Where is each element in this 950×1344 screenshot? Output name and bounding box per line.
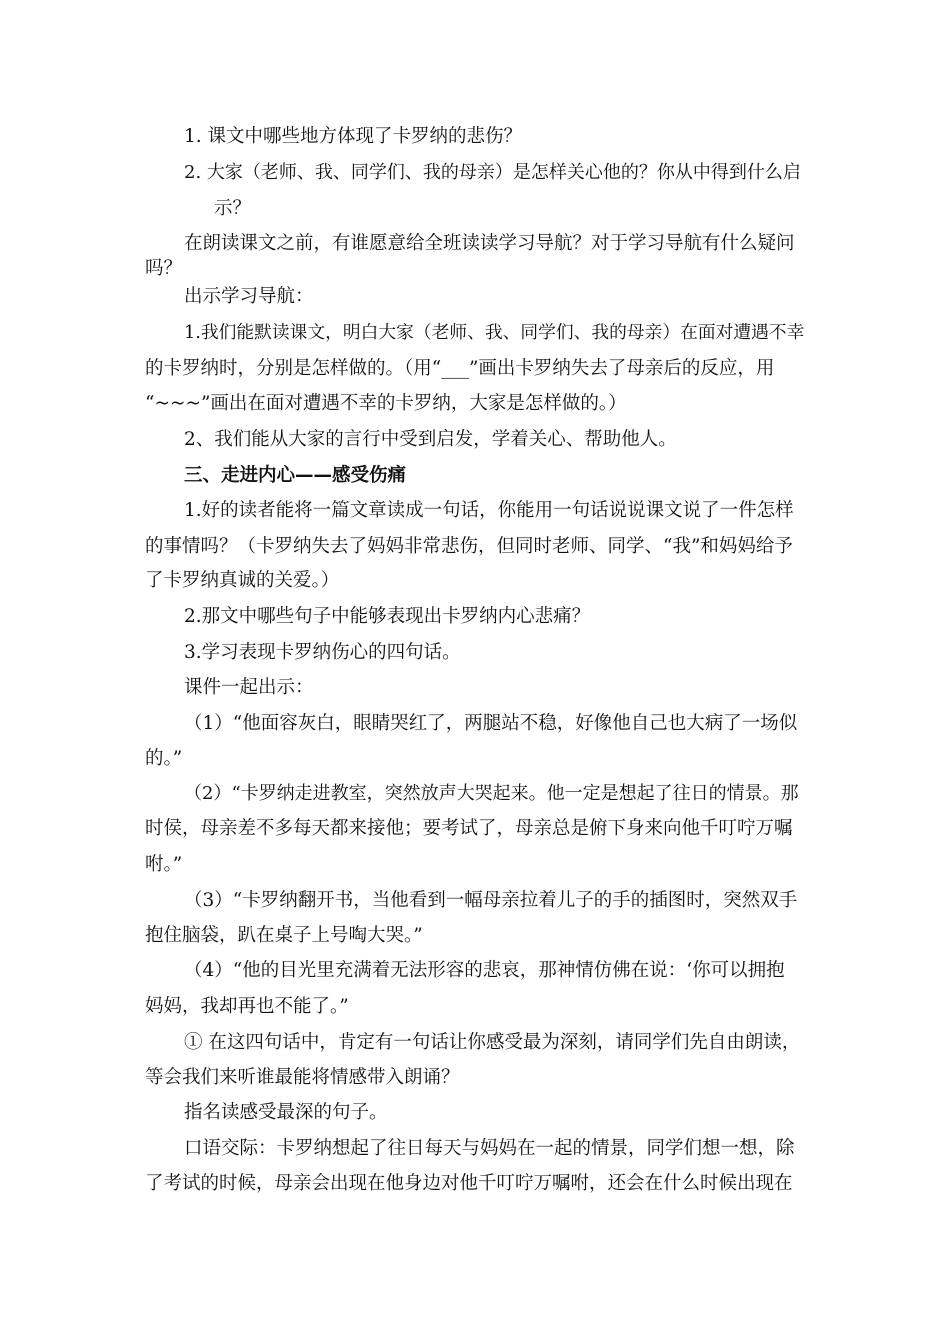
- quote-4: （4）“他的目光里充满着无法形容的悲哀，那神情仿佛在说：‘你可以拥抱: [184, 960, 785, 981]
- courseware-label: 课件一起出示：: [184, 677, 314, 698]
- question-2: 2. 大家（老师、我、同学们、我的母亲）是怎样关心他的？你从中得到什么启: [184, 162, 801, 183]
- question-2-continued: 示？: [214, 198, 252, 219]
- guide-item-1-line-2: 的卡罗纳时，分别是怎样做的。（用“___”画出卡罗纳失去了母亲后的反应，用: [145, 358, 775, 379]
- quote-2-line-2: 时侯，母亲差不多每天都来接他；要考试了，母亲总是俯下身来向他千叮咛万嘱: [145, 818, 793, 839]
- question-1: 1. 课文中哪些地方体现了卡罗纳的悲伤？: [184, 126, 523, 147]
- paragraph-intro-continued: 吗？: [145, 258, 183, 279]
- quote-3-line-2: 抱住脑袋，趴在桌子上号啕大哭。”: [145, 925, 423, 946]
- step-1-line-2: 的事情吗？（卡罗纳失去了妈妈非常悲伤，但同时老师、同学、“我”和妈妈给予: [145, 536, 793, 557]
- quote-4-line-2: 妈妈，我却再也不能了。”: [145, 996, 349, 1017]
- oral-communication: 口语交际：卡罗纳想起了往日每天与妈妈在一起的情景，同学们想一想，除: [184, 1138, 795, 1159]
- oral-communication-line-2: 了考试的时候，母亲会出现在他身边对他千叮咛万嘱咐，还会在什么时候出现在: [145, 1173, 793, 1194]
- quote-1: （1）“他面容灰白，眼睛哭红了，两腿站不稳，好像他自己也大病了一场似: [184, 713, 798, 734]
- quote-1-line-2: 的。”: [145, 748, 183, 769]
- guide-item-1-line-3: “~~~”画出在面对遭遇不幸的卡罗纳，大家是怎样做的。）: [145, 393, 627, 414]
- task-1: ① 在这四句话中，肯定有一句话让你感受最为深刻，请同学们先自由朗读，: [184, 1032, 801, 1053]
- step-1: 1.好的读者能将一篇文章读成一句话，你能用一句话说说课文说了一件怎样: [184, 500, 794, 521]
- step-3: 3.学习表现卡罗纳伤心的四句话。: [184, 642, 461, 663]
- quote-2-line-3: 咐。”: [145, 854, 183, 875]
- step-1-line-3: 了卡罗纳真诚的关爱。）: [145, 570, 340, 591]
- read-aloud-instruction: 指名读感受最深的句子。: [184, 1102, 388, 1123]
- quote-3: （3）“卡罗纳翻开书，当他看到一幅母亲拉着儿子的手的插图时，突然双手: [184, 890, 798, 911]
- quote-2: （2）“卡罗纳走进教室，突然放声大哭起来。他一定是想起了往日的情景。那: [184, 783, 799, 804]
- guide-heading: 出示学习导航：: [184, 286, 314, 307]
- paragraph-intro: 在朗读课文之前，有谁愿意给全班读读学习导航？对于学习导航有什么疑问: [184, 233, 795, 254]
- step-2: 2.那文中哪些句子中能够表现出卡罗纳内心悲痛？: [184, 606, 591, 627]
- guide-item-1: 1.我们能默读课文，明白大家（老师、我、同学们、我的母亲）在面对遭遇不幸: [184, 323, 805, 343]
- guide-item-2: 2、我们能从大家的言行中受到启发，学着关心、帮助他人。: [184, 429, 677, 450]
- section-heading: 三、走进内心——感受伤痛: [184, 465, 407, 486]
- task-1-line-2: 等会我们来听谁最能将情感带入朗诵？: [145, 1067, 460, 1088]
